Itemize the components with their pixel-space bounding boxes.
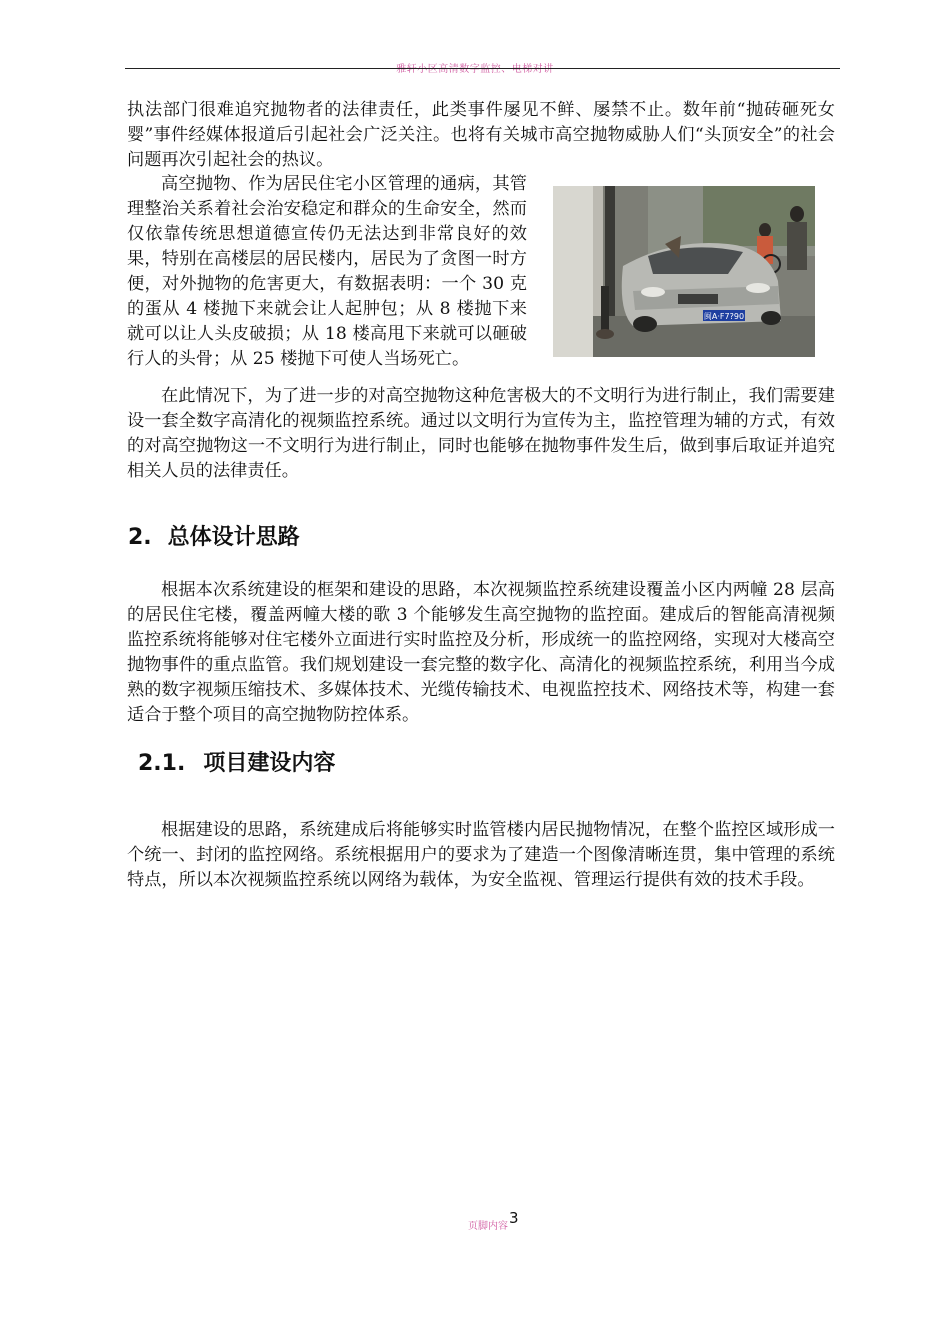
page-header-text: 雅轩小区高清数字监控、电梯对讲 xyxy=(396,64,554,75)
license-plate-text: 闽A·F7?90 xyxy=(703,312,745,321)
section-2-1-heading xyxy=(138,746,335,777)
page-number: 3 xyxy=(509,1209,519,1227)
intro-paragraph-1: 执法部门很难追究抛物者的法律责任，此类事件屡见不鲜、屡禁不止。数年前“抛砖砸死女婴”事件经媒体报道后引起社会广泛关注。也将有关城市高空抛物威胁人们“头顶安全”的社会问题再次引起社会的热议。 xyxy=(127,100,835,170)
intro-paragraph-2: 高空抛物、作为居民住宅小区管理的通病，其管理整治关系着社会治安稳定和群众的生命安全，然而仅依靠传统思想道德宣传仍无法达到非常良好的效果，特别在高楼层的居民楼内，居民为了贪图一时方便，对外抛物的危害更大，有数据表明：一个 30 克的蛋从 4 楼抛下来就会让人起肿包；从 8 楼抛下来就可以让人头皮破损；从 18 楼高甩下来就可以砸破行人的头骨；从 25 楼抛下可使人当场死亡。 xyxy=(127,174,527,369)
section-2-body: 根据本次系统建设的框架和建设的思路，本次视频监控系统建设覆盖小区内两幢 28 层高的居民住宅楼，覆盖两幢大楼的歌 3 个能够发生高空抛物的监控面。建成后的智能高清视频监控系统将能够对住宅楼外立面进行实时监控及分析，形成统一的监控网络，实现对大楼高空抛物事件的重点监管。我们规划建设一套完整的数字化、高清化的视频监控系统，利用当今成熟的数字视频压缩技术、多媒体技术、光缆传输技术、电视监控技术、网络技术等，构建一套适合于整个项目的高空抛物防控体系。 xyxy=(127,580,835,725)
intro-paragraph-3: 在此情况下，为了进一步的对高空抛物这种危害极大的不文明行为进行制止，我们需要建设一套全数字高清化的视频监控系统。通过以文明行为宣传为主，监控管理为辅的方式，有效的对高空抛物这一不文明行为进行制止，同时也能够在抛物事件发生后，做到事后取证并追究相关人员的法律责任。 xyxy=(127,386,835,481)
section-2-1-body: 根据建设的思路，系统建成后将能够实时监管楼内居民抛物情况，在整个监控区域形成一个统一、封闭的监控网络。系统根据用户的要求为了建造一个图像清晰连贯，集中管理的系统特点，所以本次视频监控系统以网络为载体，为安全监视、管理运行提供有效的技术手段。 xyxy=(127,820,835,890)
section-2-number: 2. xyxy=(128,525,152,550)
header-rule xyxy=(125,68,840,69)
footer-label: 页脚内容 xyxy=(468,1221,508,1232)
section-2-1-number: 2.1. xyxy=(138,751,186,776)
section-2-1-title: 项目建设内容 xyxy=(203,751,336,776)
section-2-title: 总体设计思路 xyxy=(167,525,300,550)
page-footer xyxy=(468,1209,519,1233)
damaged-car-photo xyxy=(553,186,815,357)
section-2-heading xyxy=(128,520,300,551)
